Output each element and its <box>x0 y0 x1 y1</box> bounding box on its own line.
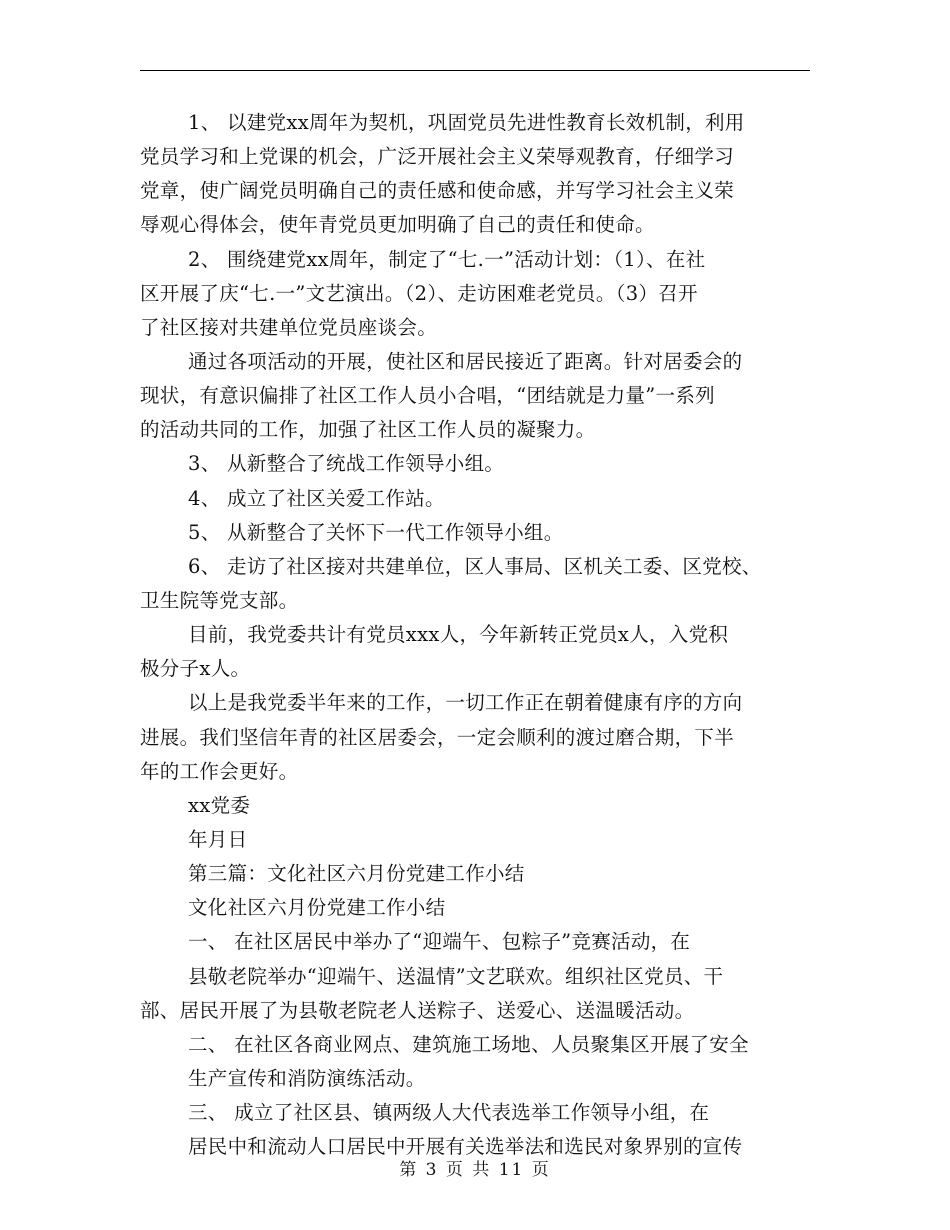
page-footer: 第 3 页 共 11 页 <box>399 1160 551 1180</box>
text-line: 4、 成立了社区关爱工作站。 <box>188 486 445 510</box>
text-line: 的活动共同的工作，加强了社区工作人员的凝聚力。 <box>140 418 596 442</box>
text-line: 县敬老院举办“迎端午、送温情”文艺联欢。组织社区党员、干 <box>188 964 724 988</box>
text-line: 党章，使广阔党员明确自己的责任感和使命感，并写学习社会主义荣 <box>140 179 735 203</box>
text-line: 5、 从新整合了关怀下一代工作领导小组。 <box>188 520 564 544</box>
text-line: 3、 从新整合了统战工作领导小组。 <box>188 452 505 476</box>
text-line: 年月日 <box>188 827 248 851</box>
text-line: 部、居民开展了为县敬老院老人送粽子、送爱心、送温暖活动。 <box>140 998 695 1022</box>
text-line: 1、 以建党xx周年为契机，巩固党员先进性教育长效机制，利用 <box>188 111 745 134</box>
text-line: 现状，有意识偏排了社区工作人员小合唱，“团结就是力量”一系列 <box>140 384 715 408</box>
text-line: 文化社区六月份党建工作小结 <box>188 896 446 920</box>
text-line: 辱观心得体会，使年青党员更加明确了自己的责任和使命。 <box>140 213 655 237</box>
text-line: 第三篇：文化社区六月份党建工作小结 <box>188 862 525 886</box>
text-line: 极分子x人。 <box>140 657 251 681</box>
text-line: 进展。我们坚信年青的社区居委会，一定会顺利的渡过磨合期，下半 <box>140 725 735 749</box>
text-line: 以上是我党委半年来的工作，一切工作正在朝着健康有序的方向 <box>188 691 743 715</box>
text-line: 居民中和流动人口居民中开展有关选举法和选民对象界别的宣传 <box>188 1135 743 1159</box>
text-line: 了社区接对共建单位党员座谈会。 <box>140 315 438 339</box>
text-line: 二、 在社区各商业网点、建筑施工场地、人员聚集区开展了安全 <box>188 1032 749 1056</box>
text-line: 年的工作会更好。 <box>140 759 299 783</box>
text-line: 生产宣传和消防演练活动。 <box>188 1066 426 1090</box>
text-line: 6、 走访了社区接对共建单位，区人事局、区机关工委、区党校、 <box>188 554 762 578</box>
text-line: 通过各项活动的开展，使社区和居民接近了距离。针对居委会的 <box>188 349 743 373</box>
text-line: 党员学习和上党课的机会，广泛开展社会主义荣辱观教育，仔细学习 <box>140 145 735 169</box>
document-body <box>140 106 810 1164</box>
text-line: 目前，我党委共计有党员xxx人，今年新转正党员x人，入党积 <box>188 623 729 647</box>
text-line: 三、 成立了社区县、镇两级人大代表选举工作领导小组，在 <box>188 1101 710 1125</box>
text-line: xx党委 <box>188 793 251 817</box>
header-rule <box>140 70 810 71</box>
text-line: 区开展了庆“七.一”文艺演出。（2）、走访困难老党员。（3）召开 <box>140 281 698 305</box>
text-line: 2、 围绕建党xx周年，制定了“七.一”活动计划：（1）、在社 <box>188 247 706 271</box>
text-line: 一、 在社区居民中举办了“迎端午、包粽子”竞赛活动，在 <box>188 930 691 954</box>
text-line: 卫生院等党支部。 <box>140 588 299 612</box>
